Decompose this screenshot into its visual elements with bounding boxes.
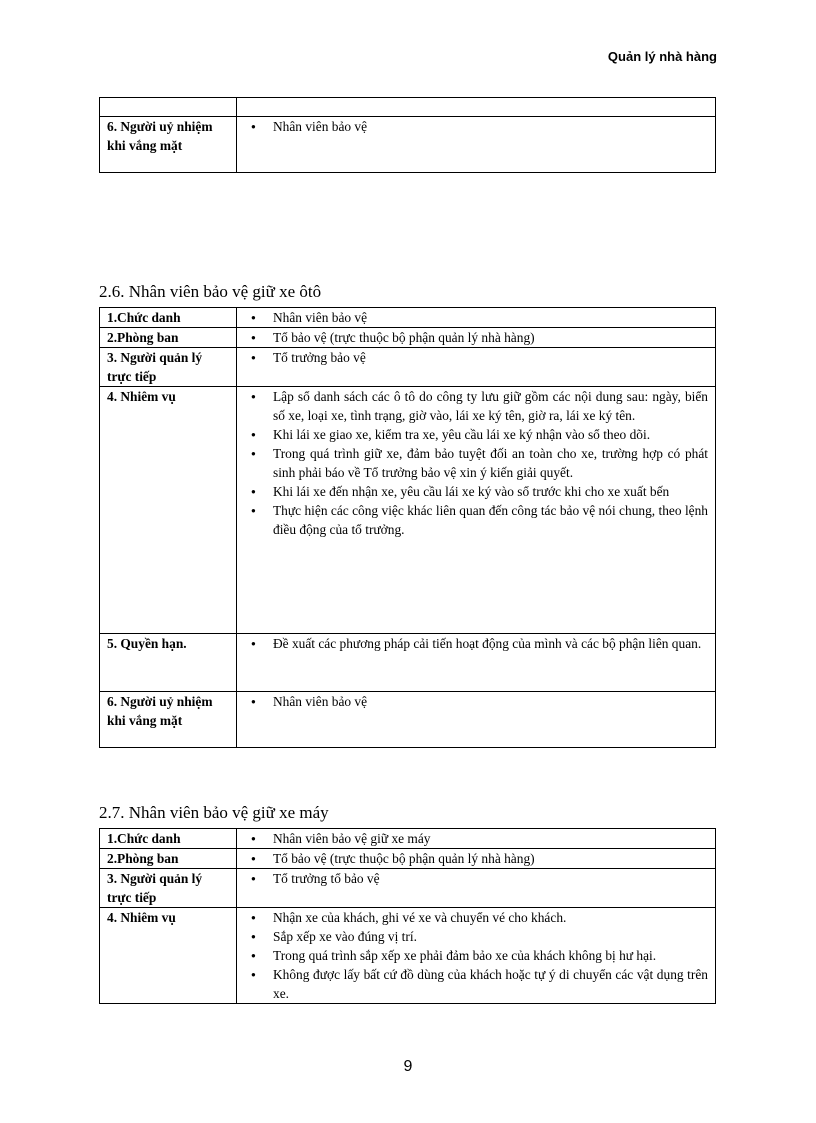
row-value-list: [247, 328, 708, 347]
row-value-list: [247, 348, 708, 367]
list-item: ● Khi lái xe đến nhận xe, yêu cầu lái xe ký vào sổ trước khi cho xe xuất bến: [273, 482, 708, 501]
list-item: ● Trong quá trình giữ xe, đảm bảo tuyệt đối an toàn cho xe, trường hợp có phát sinh phải báo về Tổ trưởng bảo vệ xin ý kiến giải quyết.: [273, 444, 708, 482]
section-2-6-table: [99, 307, 716, 748]
list-item: ● Thực hiện các công việc khác liên quan đến công tác bảo vệ nói chung, theo lệnh điều động của tổ trưởng.: [273, 501, 708, 539]
row-label: 1.Chức danh: [100, 829, 237, 849]
table-row: [100, 308, 716, 328]
table-row: [100, 692, 716, 748]
list-item: ● Nhận xe của khách, ghi vé xe và chuyển vé cho khách.: [273, 908, 708, 927]
row-label: 6. Người uỷ nhiệm khi vắng mặt: [100, 117, 237, 173]
list-item: ● Trong quá trình sắp xếp xe phải đảm bảo xe của khách không bị hư hại.: [273, 946, 708, 965]
list-item: ● Tổ bảo vệ (trực thuộc bộ phận quản lý nhà hàng): [273, 328, 708, 347]
running-header: Quản lý nhà hàng: [607, 49, 717, 64]
table-row: [100, 829, 716, 849]
row-label: 2.Phòng ban: [100, 849, 237, 869]
table-row: [100, 908, 716, 1004]
list-item: ● Lập sổ danh sách các ô tô do công ty lưu giữ gồm các nội dung sau: ngày, biển số xe, loại xe, tình trạng, giờ vào, lái xe ký tên, giờ ra, lái xe ký tên.: [273, 387, 708, 425]
row-value-list: [247, 387, 708, 539]
row-label: [100, 98, 237, 117]
table-row: [100, 328, 716, 348]
list-item: ● Khi lái xe giao xe, kiểm tra xe, yêu cầu lái xe ký nhận vào sổ theo dõi.: [273, 425, 708, 444]
row-value-list: [247, 829, 708, 848]
row-label: 4. Nhiêm vụ: [100, 387, 237, 634]
table-row: [100, 634, 716, 692]
row-value: [237, 98, 716, 117]
row-label: 2.Phòng ban: [100, 328, 237, 348]
table-row: [100, 98, 716, 117]
row-label: 3. Người quản lý trực tiếp: [100, 348, 237, 387]
list-item: ● Nhân viên bảo vệ giữ xe máy: [273, 829, 708, 848]
table-row: [100, 849, 716, 869]
list-item: ● Đề xuất các phương pháp cải tiến hoạt động của mình và các bộ phận liên quan.: [273, 634, 708, 653]
table-row: [100, 117, 716, 173]
table-row: [100, 348, 716, 387]
table-row: [100, 387, 716, 634]
table-row: [100, 869, 716, 908]
row-value-list: [247, 869, 708, 888]
row-value-list: [247, 908, 708, 1003]
list-item: ● Nhân viên bảo vệ: [273, 692, 708, 711]
row-value-list: [247, 849, 708, 868]
list-item: ● Không được lấy bất cứ đồ dùng của khách hoặc tự ý di chuyển các vật dụng trên xe.: [273, 965, 708, 1003]
row-label: 5. Quyền hạn.: [100, 634, 237, 692]
list-item: ● Nhân viên bảo vệ: [273, 308, 708, 327]
list-item: ● Tổ trưởng bảo vệ: [273, 348, 708, 367]
row-value-list: [247, 692, 708, 711]
row-label: 3. Người quản lý trực tiếp: [100, 869, 237, 908]
row-label: 4. Nhiêm vụ: [100, 908, 237, 1004]
list-item: ● Sắp xếp xe vào đúng vị trí.: [273, 927, 708, 946]
list-item: ● Tổ bảo vệ (trực thuộc bộ phận quản lý nhà hàng): [273, 849, 708, 868]
row-label: 1.Chức danh: [100, 308, 237, 328]
top-continuation-table: [99, 97, 716, 173]
row-value-list: [247, 117, 708, 136]
list-item: ● Nhân viên bảo vệ: [273, 117, 708, 136]
section-2-7-table: [99, 828, 716, 1004]
row-label: 6. Người uỷ nhiệm khi vắng mặt: [100, 692, 237, 748]
section-title-2-6: 2.6. Nhân viên bảo vệ giữ xe ôtô: [99, 282, 322, 301]
list-item: ● Tổ trưởng tổ bảo vệ: [273, 869, 708, 888]
row-value-list: [247, 634, 708, 653]
row-value-list: [247, 308, 708, 327]
page-number: 9: [403, 1058, 413, 1075]
section-title-2-7: 2.7. Nhân viên bảo vệ giữ xe máy: [99, 803, 329, 822]
